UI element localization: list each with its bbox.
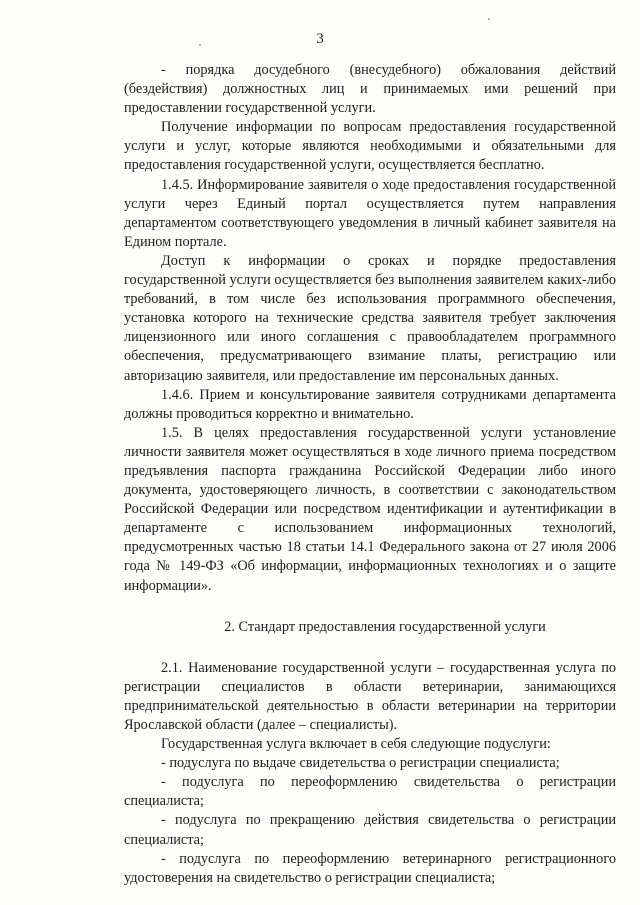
list-item-subservice: - подуслуга по выдаче свидетельства о регистрации специалиста; bbox=[161, 755, 560, 772]
list-item-subservice: - подуслуга по переоформлению свидетельства о регистрации специалиста; bbox=[124, 774, 616, 810]
list-item-subservice: - подуслуга по переоформлению ветеринарного регистрационного удостоверения на свидетельство о регистрации специалиста; bbox=[124, 850, 616, 886]
document-body bbox=[124, 61, 616, 888]
paragraph-information-access: Доступ к информации о сроках и порядке предоставления государственной услуги осуществляется без выполнения заявителем каких-либо требований, в том числе без использования программного обеспечения, установка которого на технические средства заявителя требует заключения лицензионного или иного соглашения с правообладателем программного обеспечения, предусматривающего взимание платы, регистрацию или авторизацию заявителя, или предоставление им персональных данных. bbox=[124, 252, 616, 384]
paragraph-2-1: 2.1. Наименование государственной услуги – государственная услуга по регистрации специалистов в области ветеринарии, занимающихся предпринимательской деятельностью в области ветеринарии на территории Ярославской области (далее – специалисты). bbox=[124, 659, 616, 733]
paragraph-1-5: 1.5. В целях предоставления государственной услуги установление личности заявителя может осуществляться в ходе личного приема посредством предъявления паспорта гражданина Российской Федерации либо иного документа, удостоверяющего личность, в соответствии с законодательством Российской Федерации или посредством идентификации и аутентификации в департаменте с использованием информационных технологий, предусмотренных частью 18 статьи 14.1 Федерального закона от 27 июля 2006 года № 149-ФЗ «Об информации, информационных технологиях и о защите информации». bbox=[124, 424, 616, 594]
paragraph-1-4-6: 1.4.6. Прием и консультирование заявителя сотрудниками департамента должны проводиться корректно и внимательно. bbox=[124, 386, 616, 422]
section-title: 2. Стандарт предоставления государственной услуги bbox=[224, 618, 546, 635]
page-number: 3 bbox=[316, 31, 324, 47]
paragraph-subservices-intro: Государственная услуга включает в себя следующие подуслуги: bbox=[161, 736, 551, 753]
scan-speck bbox=[488, 18, 490, 20]
scan-speck bbox=[199, 44, 201, 46]
paragraph-appeal-procedure: - порядка досудебного (внесудебного) обжалования действий (бездействия) должностных лиц и принимаемых ими решений при предоставлении государственной услуги. bbox=[124, 62, 616, 117]
paragraph-free-information: Получение информации по вопросам предоставления государственной услуги и услуг, которые являются необходимыми и обязательными для предоставления государственной услуги, осуществляется бесплатно. bbox=[124, 119, 616, 174]
list-item-subservice: - подуслуга по прекращению действия свидетельства о регистрации специалиста; bbox=[124, 812, 616, 848]
paragraph-1-4-5: 1.4.5. Информирование заявителя о ходе предоставления государственной услуги через Единый портал осуществляется путем направления департаментом соответствующего уведомления в личный кабинет заявителя на Едином портале. bbox=[124, 176, 616, 250]
